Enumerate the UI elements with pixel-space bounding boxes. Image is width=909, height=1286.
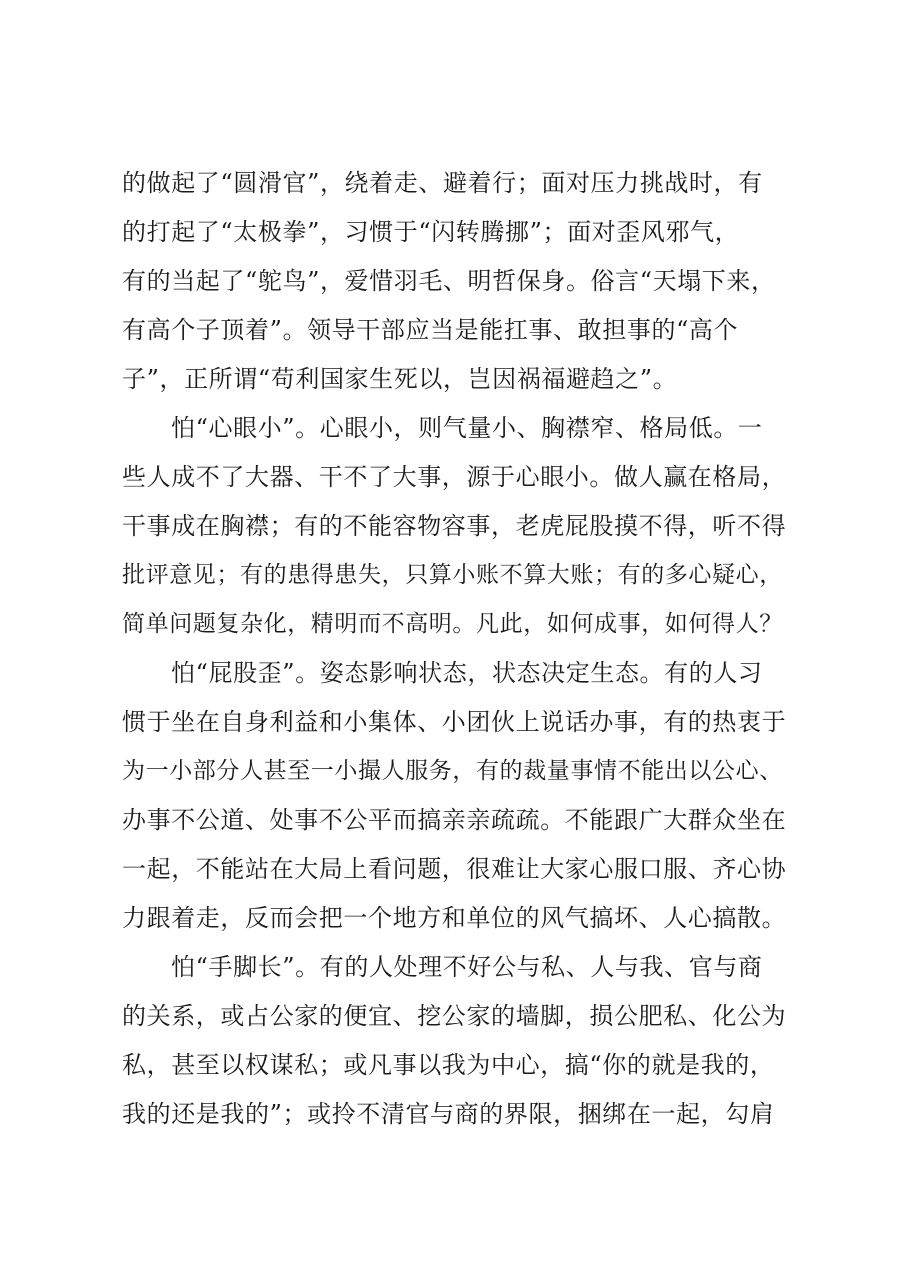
text-line: 有的当起了“鸵鸟”，爱惜羽毛、明哲保身。俗言“天塌下来， xyxy=(122,267,776,295)
text-line: 力跟着走，反而会把一个地方和单位的风气搞坏、人心搞散。 xyxy=(122,904,787,932)
text-line: 惯于坐在自身利益和小集体、小团伙上说话办事，有的热衷于 xyxy=(122,708,787,736)
text-line: 有高个子顶着”。领导干部应当是能扛事、敢担事的“高个 xyxy=(122,316,739,344)
text-line: 些人成不了大器、干不了大事，源于心眼小。做人赢在格局， xyxy=(122,463,787,491)
text-line: 批评意见；有的患得患失，只算小账不算大账；有的多心疑心， xyxy=(122,562,783,588)
text-line: 我的还是我的”；或拎不清官与商的界限，捆绑在一起，勾肩 xyxy=(122,1100,775,1128)
text-line: 的打起了“太极拳”，习惯于“闪转腾挪”；面对歪风邪气， xyxy=(122,218,740,246)
paragraph-first-line: 怕“心眼小”。心眼小，则气量小、胸襟窄、格局低。一 xyxy=(171,414,763,442)
text-line: 办事不公道、处事不公平而搞亲亲疏疏。不能跟广大群众坐在 xyxy=(122,806,787,834)
text-line: 的做起了“圆滑官”，绕着走、避着行；面对压力挑战时，有 xyxy=(122,169,763,197)
text-line: 干事成在胸襟；有的不能容物容事，老虎屁股摸不得，听不得 xyxy=(122,512,787,540)
text-line: 子”，正所谓“苟利国家生死以，岂因祸福避趋之”。 xyxy=(122,365,678,393)
text-line: 的关系，或占公家的便宜、挖公家的墙脚，损公肥私、化公为 xyxy=(122,1002,787,1030)
paragraph-first-line: 怕“屁股歪”。姿态影响状态，状态决定生态。有的人习 xyxy=(171,659,763,687)
text-line: 为一小部分人甚至一小撮人服务，有的裁量事情不能出以公心、 xyxy=(122,758,783,784)
text-line: 简单问题复杂化，精明而不高明。凡此，如何成事，如何得人？ xyxy=(122,611,783,637)
text-line: 一起，不能站在大局上看问题，很难让大家心服口服、齐心协 xyxy=(122,855,787,883)
paragraph-first-line: 怕“手脚长”。有的人处理不好公与私、人与我、官与商 xyxy=(171,953,763,981)
text-line: 私，甚至以权谋私；或凡事以我为中心，搞“你的就是我的， xyxy=(122,1051,775,1079)
